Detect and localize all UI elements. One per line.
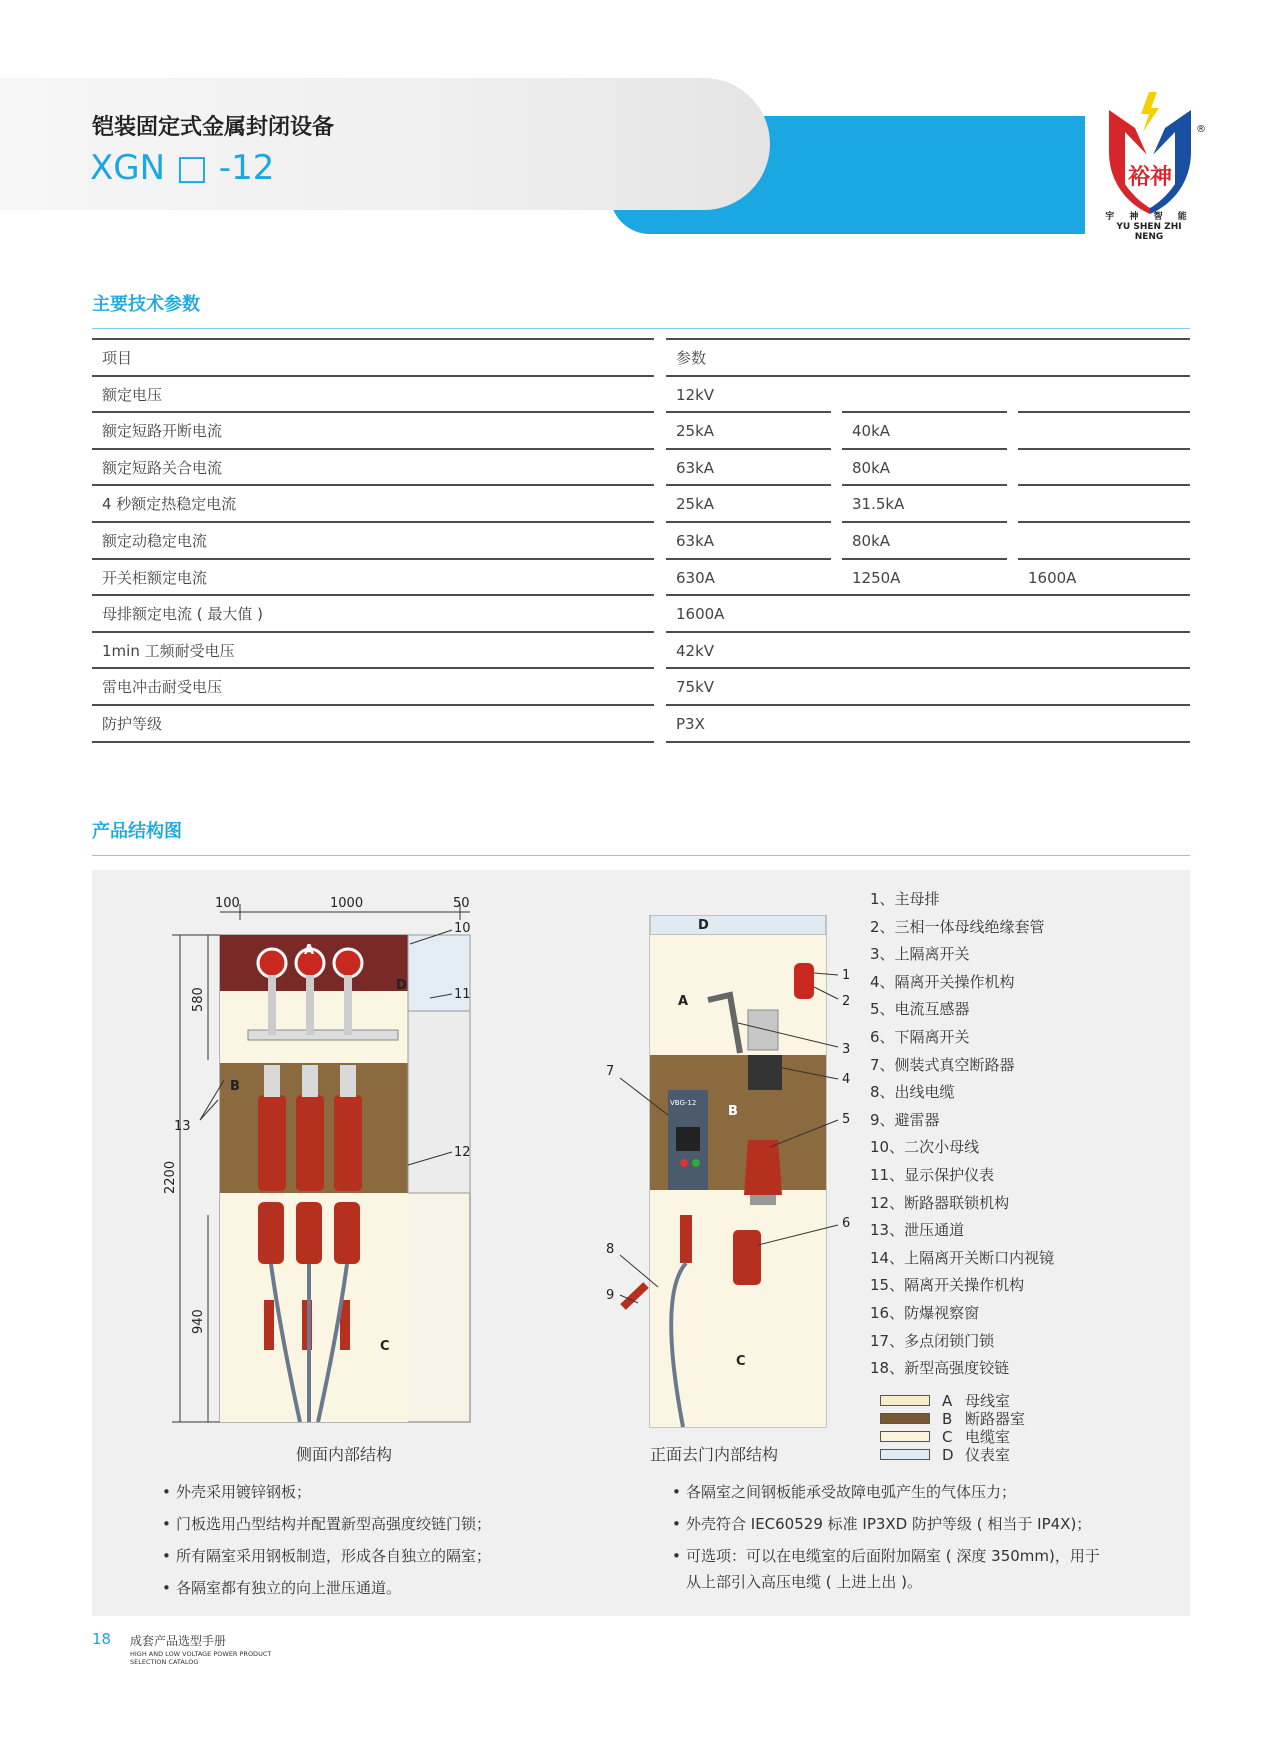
compartment-legend <box>880 1392 1080 1464</box>
param-value: 1250A <box>842 558 1007 595</box>
param-value <box>1018 484 1190 521</box>
front-callout-7: 7 <box>606 1064 615 1079</box>
table-row <box>92 704 1190 741</box>
part-item: 10、二次小母线 <box>870 1138 980 1157</box>
note-item <box>672 1482 1100 1514</box>
front-diagram-caption: 正面去门内部结构 <box>650 1445 779 1464</box>
logo-bolt-icon <box>1141 92 1159 132</box>
footer-catalog-en-line2: SELECTION CATALOG <box>130 1658 199 1666</box>
part-item: 18、新型高强度铰链 <box>870 1359 1010 1378</box>
legend-swatch <box>880 1431 930 1442</box>
note-text: 各隔室都有独立的向上泄压通道。 <box>176 1579 402 1597</box>
side-callout-11: 11 <box>454 987 471 1002</box>
bullet-icon: • <box>672 1483 681 1501</box>
header-param: 参数 <box>666 338 1190 375</box>
part-item: 11、显示保护仪表 <box>870 1165 995 1184</box>
note-text: 外壳采用镀锌钢板； <box>176 1483 312 1501</box>
table-row <box>92 594 1190 631</box>
part-item: 2、三相一体母线绝缘套管 <box>870 917 1045 936</box>
table-row <box>92 375 1190 412</box>
param-value: 31.5kA <box>842 484 1007 521</box>
header-item: 项目 <box>92 338 654 375</box>
legend-item <box>880 1446 1080 1464</box>
footer-catalog-en-line1: HIGH AND LOW VOLTAGE POWER PRODUCT <box>130 1650 272 1658</box>
param-name: 母排额定电流 ( 最大值 ) <box>92 594 654 631</box>
dim-top-right: 50 <box>453 896 470 911</box>
param-value <box>1018 411 1190 448</box>
legend-swatch <box>880 1413 930 1424</box>
logo-caption-en: YU SHEN ZHI NENG <box>1116 222 1182 242</box>
legend-letter: D <box>942 1446 954 1464</box>
spec-table <box>92 338 1190 741</box>
front-callout-4: 4 <box>842 1072 851 1087</box>
front-structure-diagram <box>598 915 860 1430</box>
footer-catalog-cn: 成套产品选型手册 <box>130 1634 227 1648</box>
front-callout-3: 3 <box>842 1042 851 1057</box>
part-item: 14、上隔离开关断口内视镜 <box>870 1248 1055 1267</box>
logo-caption-cn: 宇 神 智 能 <box>1105 212 1193 222</box>
section-title-tech-params: 主要技术参数 <box>92 294 200 315</box>
bullet-icon: • <box>162 1579 171 1597</box>
legend-item <box>880 1392 1080 1410</box>
legend-letter: B <box>942 1410 953 1428</box>
part-item: 16、防爆视察窗 <box>870 1303 980 1322</box>
side-label-c: C <box>380 1339 390 1354</box>
param-value: 630A <box>666 558 831 595</box>
param-name: 1min 工频耐受电压 <box>92 631 654 668</box>
legend-swatch <box>880 1449 930 1460</box>
front-callout-8: 8 <box>606 1242 615 1257</box>
part-item: 6、下隔离开关 <box>870 1027 970 1046</box>
note-item <box>162 1546 491 1578</box>
dim-top-mid: 1000 <box>330 896 364 911</box>
part-item: 13、泄压通道 <box>870 1221 965 1240</box>
dim-lower-height: 940 <box>191 1309 206 1334</box>
note-text: 门板选用凸型结构并配置新型高强度绞链门锁； <box>176 1515 492 1533</box>
param-value: 25kA <box>666 411 831 448</box>
part-item: 3、上隔离开关 <box>870 945 970 964</box>
bullet-icon: • <box>162 1483 171 1501</box>
bullet-icon: • <box>162 1547 171 1565</box>
legend-letter: A <box>942 1392 953 1410</box>
param-value: P3X <box>666 704 1190 741</box>
param-value <box>1018 521 1190 558</box>
note-text: 可选项：可以在电缆室的后面附加隔室 ( 深度 350mm)，用于 <box>686 1547 1100 1565</box>
param-name: 防护等级 <box>92 704 654 741</box>
legend-name: 断路器室 <box>965 1410 1026 1428</box>
param-value: 40kA <box>842 411 1007 448</box>
section-rule <box>92 855 1190 856</box>
logo-caption <box>1103 212 1195 242</box>
side-callout-10: 10 <box>454 921 471 936</box>
note-item <box>162 1514 491 1546</box>
param-value: 25kA <box>666 484 831 521</box>
bullet-icon: • <box>672 1515 681 1533</box>
param-value: 42kV <box>666 631 1190 668</box>
legend-name: 电缆室 <box>965 1428 1011 1446</box>
param-name: 额定电压 <box>92 375 654 412</box>
note-text: 各隔室之间钢板能承受故障电弧产生的气体压力； <box>686 1483 1017 1501</box>
notes-left <box>162 1482 491 1610</box>
front-breaker-label: VBG-12 <box>670 1099 697 1107</box>
side-diagram-caption: 侧面内部结构 <box>296 1445 393 1464</box>
table-row <box>92 558 1190 595</box>
front-callout-2: 2 <box>842 994 851 1009</box>
note-item <box>162 1482 491 1514</box>
legend-name: 母线室 <box>965 1392 1011 1410</box>
param-name: 额定动稳定电流 <box>92 521 654 558</box>
param-name: 额定短路开断电流 <box>92 411 654 448</box>
side-label-a: A <box>304 943 315 958</box>
table-row <box>92 484 1190 521</box>
part-item: 17、多点闭锁门锁 <box>870 1331 995 1350</box>
dim-total-height: 2200 <box>163 1160 178 1194</box>
note-text: 外壳符合 IEC60529 标准 IP3XD 防护等级 ( 相当于 IP4X)； <box>686 1515 1092 1533</box>
front-callout-5: 5 <box>842 1112 851 1127</box>
page-number: 18 <box>92 1630 112 1648</box>
front-callout-6: 6 <box>842 1216 851 1231</box>
front-callout-9: 9 <box>606 1288 615 1303</box>
parts-list <box>870 889 1054 1386</box>
param-value: 1600A <box>1018 558 1190 595</box>
header-grey-band <box>0 78 770 210</box>
table-row <box>92 521 1190 558</box>
table-row <box>92 411 1190 448</box>
notes-right <box>672 1482 1100 1604</box>
side-callout-13: 13 <box>174 1119 191 1134</box>
param-name: 额定短路关合电流 <box>92 448 654 485</box>
footer-catalog-en <box>130 1650 300 1666</box>
param-value: 75kV <box>666 667 1190 704</box>
param-value: 80kA <box>842 521 1007 558</box>
side-label-d: D <box>396 978 407 993</box>
section-rule <box>92 328 1190 329</box>
legend-item <box>880 1410 1080 1428</box>
part-item: 7、侧装式真空断路器 <box>870 1055 1015 1074</box>
part-item: 15、隔离开关操作机构 <box>870 1276 1025 1295</box>
legend-swatch <box>880 1395 930 1406</box>
param-name: 4 秒额定热稳定电流 <box>92 484 654 521</box>
dim-top-left: 100 <box>215 896 240 911</box>
note-item <box>672 1572 1100 1604</box>
param-value: 12kV <box>666 375 1190 412</box>
part-item: 1、主母排 <box>870 890 940 908</box>
param-value: 63kA <box>666 521 831 558</box>
side-label-b: B <box>230 1079 240 1094</box>
table-row <box>92 667 1190 704</box>
param-value <box>1018 448 1190 485</box>
side-callout-12: 12 <box>454 1145 471 1160</box>
front-label-d: D <box>698 918 709 933</box>
front-callout-1: 1 <box>842 968 851 983</box>
param-name: 雷电冲击耐受电压 <box>92 667 654 704</box>
part-item: 9、避雷器 <box>870 1110 940 1129</box>
document-title: 铠装固定式金属封闭设备 <box>92 115 335 140</box>
note-item <box>672 1514 1100 1546</box>
param-value: 1600A <box>666 594 1190 631</box>
legend-letter: C <box>942 1428 953 1446</box>
table-row <box>92 448 1190 485</box>
part-item: 12、断路器联锁机构 <box>870 1193 1010 1212</box>
front-label-a: A <box>678 994 689 1009</box>
note-text: 所有隔室采用钢板制造，形成各自独立的隔室； <box>176 1547 492 1565</box>
logo-brand-glyphs: 裕神 <box>1127 164 1173 190</box>
model-number: XGN □ -12 <box>90 148 275 188</box>
part-item: 8、出线电缆 <box>870 1083 955 1102</box>
part-item: 4、隔离开关操作机构 <box>870 972 1015 991</box>
bullet-icon: • <box>672 1547 681 1565</box>
section-title-structure: 产品结构图 <box>92 821 182 842</box>
front-label-b: B <box>728 1104 738 1119</box>
note-item <box>162 1578 491 1610</box>
legend-name: 仪表室 <box>965 1446 1011 1464</box>
table-row <box>92 631 1190 668</box>
legend-item <box>880 1428 1080 1446</box>
registered-mark: ® <box>1196 124 1206 135</box>
table-bottom-rule <box>92 741 1190 743</box>
side-structure-diagram <box>160 890 530 1430</box>
brand-logo <box>1105 92 1195 232</box>
part-item: 5、电流互感器 <box>870 1000 970 1019</box>
table-header-row <box>92 338 1190 375</box>
param-value: 80kA <box>842 448 1007 485</box>
front-label-c: C <box>736 1354 746 1369</box>
note-text: 从上部引入高压电缆 ( 上进上出 )。 <box>686 1573 923 1591</box>
param-value: 63kA <box>666 448 831 485</box>
param-name: 开关柜额定电流 <box>92 558 654 595</box>
bullet-icon: • <box>162 1515 171 1533</box>
dim-upper-height: 580 <box>191 987 206 1012</box>
